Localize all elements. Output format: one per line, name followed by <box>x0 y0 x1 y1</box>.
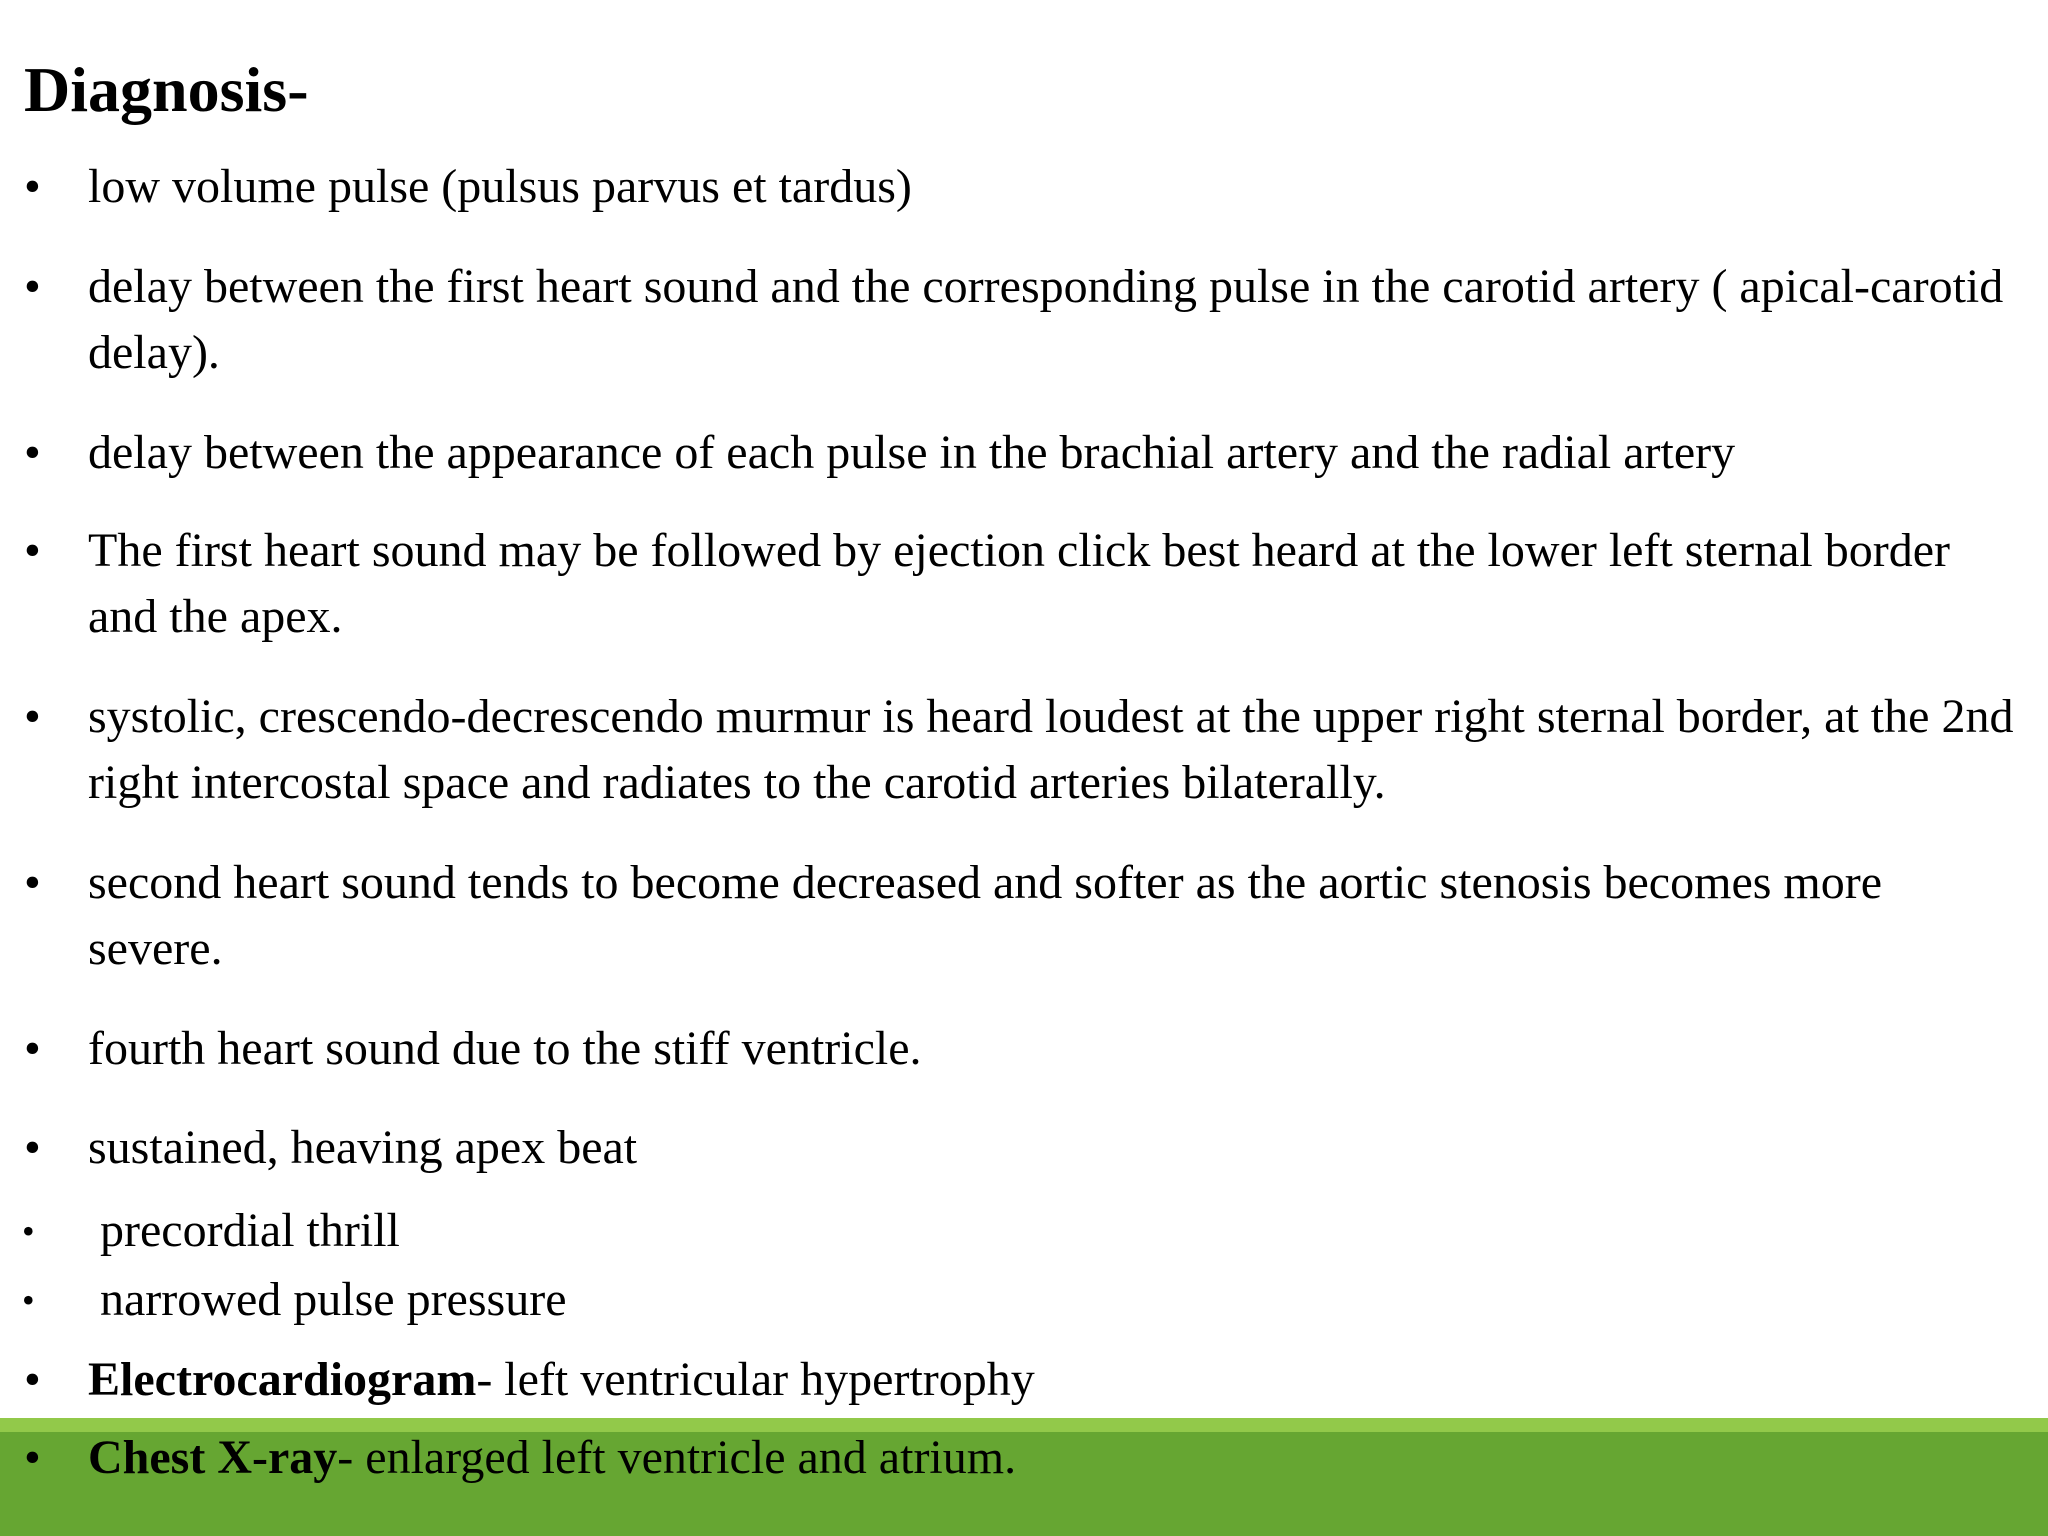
list-item-detail: - enlarged left ventricle and atrium. <box>337 1431 1017 1484</box>
bullet-icon: • <box>24 1431 41 1484</box>
list-item-text <box>88 1425 2018 1491</box>
list-item-text: fourth heart sound due to the stiff ventricle. <box>88 1022 922 1075</box>
list-item-text: The first heart sound may be followed by ejection click best heard at the lower left sternal border and the apex. <box>88 524 1950 643</box>
bullet-icon: • <box>24 524 41 577</box>
list-item-text: sustained, heaving apex beat <box>88 1121 638 1174</box>
list-item-bold-label: Electrocardiogram <box>88 1353 477 1406</box>
list-item-text: second heart sound tends to become decreased and softer as the aortic stenosis becomes more severe. <box>88 856 1883 975</box>
bullet-icon: • <box>24 160 41 213</box>
list-item-text: delay between the first heart sound and the corresponding pulse in the carotid artery ( apical-carotid delay). <box>88 260 2004 379</box>
list-item-bold-label: Chest X-ray <box>88 1431 338 1484</box>
bullet-icon: • <box>24 426 41 479</box>
bullet-icon: • <box>24 260 41 313</box>
list-item-text: low volume pulse (pulsus parvus et tardus) <box>88 160 912 213</box>
list-item-text <box>88 1347 2018 1413</box>
list-item-text: systolic, crescendo-decrescendo murmur is heard loudest at the upper right sternal border, at the 2nd right intercostal space and radiates to the carotid arteries bilaterally. <box>88 690 2014 809</box>
list-item-text: delay between the appearance of each pulse in the brachial artery and the radial artery <box>88 426 1736 479</box>
bullet-icon: • <box>22 1280 35 1320</box>
page-title: Diagnosis- <box>24 54 309 125</box>
list-item-detail: - left ventricular hypertrophy <box>476 1353 1035 1406</box>
bullet-icon: • <box>24 1353 41 1406</box>
bullet-icon: • <box>24 1022 41 1075</box>
list-item-text: precordial thrill <box>100 1204 400 1257</box>
bullet-icon: • <box>22 1211 35 1251</box>
bullet-icon: • <box>24 690 41 743</box>
bullet-icon: • <box>24 856 41 909</box>
list-item-text: narrowed pulse pressure <box>100 1273 567 1326</box>
bullet-icon: • <box>24 1121 41 1174</box>
